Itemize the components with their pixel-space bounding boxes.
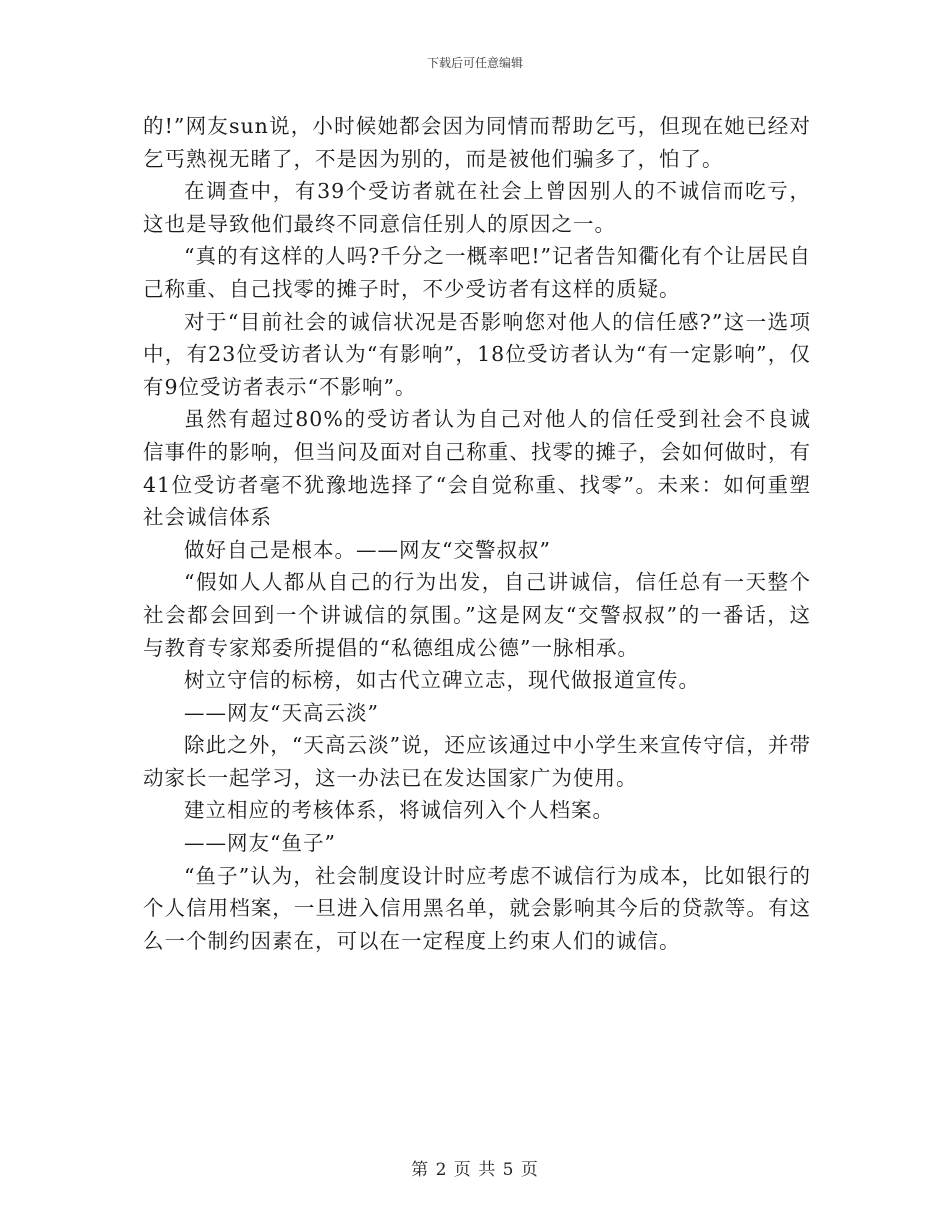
paragraph: ——网友“鱼子” bbox=[184, 831, 336, 856]
paragraph: 虽然有超过80%的受访者认为自己对他人的信任受到社会不良诚信事件的影响，但当问及面对自己称重、找零的摊子，会如何做时，有41位受访者毫不犹豫地选择了“会自觉称重、找零”。未来：如何重塑社会诚信体系 bbox=[143, 407, 811, 530]
paragraph: “假如人人都从自己的行为出发，自己讲诚信，信任总有一天整个社会都会回到一个讲诚信的氛围。”这是网友“交警叔叔”的一番话，这与教育专家郑委所提倡的“私德组成公德”一脉相承。 bbox=[143, 570, 811, 660]
page-header: 下载后可任意编辑 bbox=[426, 56, 523, 70]
paragraph: 建立相应的考核体系，将诚信列入个人档案。 bbox=[184, 798, 614, 823]
paragraph: 对于“目前社会的诚信状况是否影响您对他人的信任感?”这一选项中，有23位受访者认为“有影响”，18位受访者认为“有一定影响”，仅有9位受访者表示“不影响”。 bbox=[143, 309, 811, 399]
paragraph: “鱼子”认为，社会制度设计时应考虑不诚信行为成本，比如银行的个人信用档案，一旦进入信用黑名单，就会影响其今后的贷款等。有这么一个制约因素在，可以在一定程度上约束人们的诚信。 bbox=[143, 863, 811, 953]
paragraph: 除此之外，“天高云淡”说，还应该通过中小学生来宣传守信，并带动家长一起学习，这一办法已在发达国家广为使用。 bbox=[143, 733, 811, 790]
paragraph: ——网友“天高云淡” bbox=[184, 700, 379, 725]
paragraph: 做好自己是根本。——网友“交警叔叔” bbox=[184, 537, 551, 562]
document-body bbox=[143, 110, 811, 957]
paragraph: “真的有这样的人吗?千分之一概率吧!”记者告知衢化有个让居民自己称重、自己找零的摊子时，不少受访者有这样的质疑。 bbox=[143, 244, 811, 301]
paragraph: 在调查中，有39个受访者就在社会上曾因别人的不诚信而吃亏，这也是导致他们最终不同意信任别人的原因之一。 bbox=[143, 179, 811, 236]
paragraph: 树立守信的标榜，如古代立碑立志，现代做报道宣传。 bbox=[184, 668, 700, 693]
paragraph: 的!”网友sun说，小时候她都会因为同情而帮助乞丐，但现在她已经对乞丐熟视无睹了，不是因为别的，而是被他们骗多了，怕了。 bbox=[143, 114, 811, 171]
page-number: 第 2 页 共 5 页 bbox=[411, 1160, 539, 1180]
